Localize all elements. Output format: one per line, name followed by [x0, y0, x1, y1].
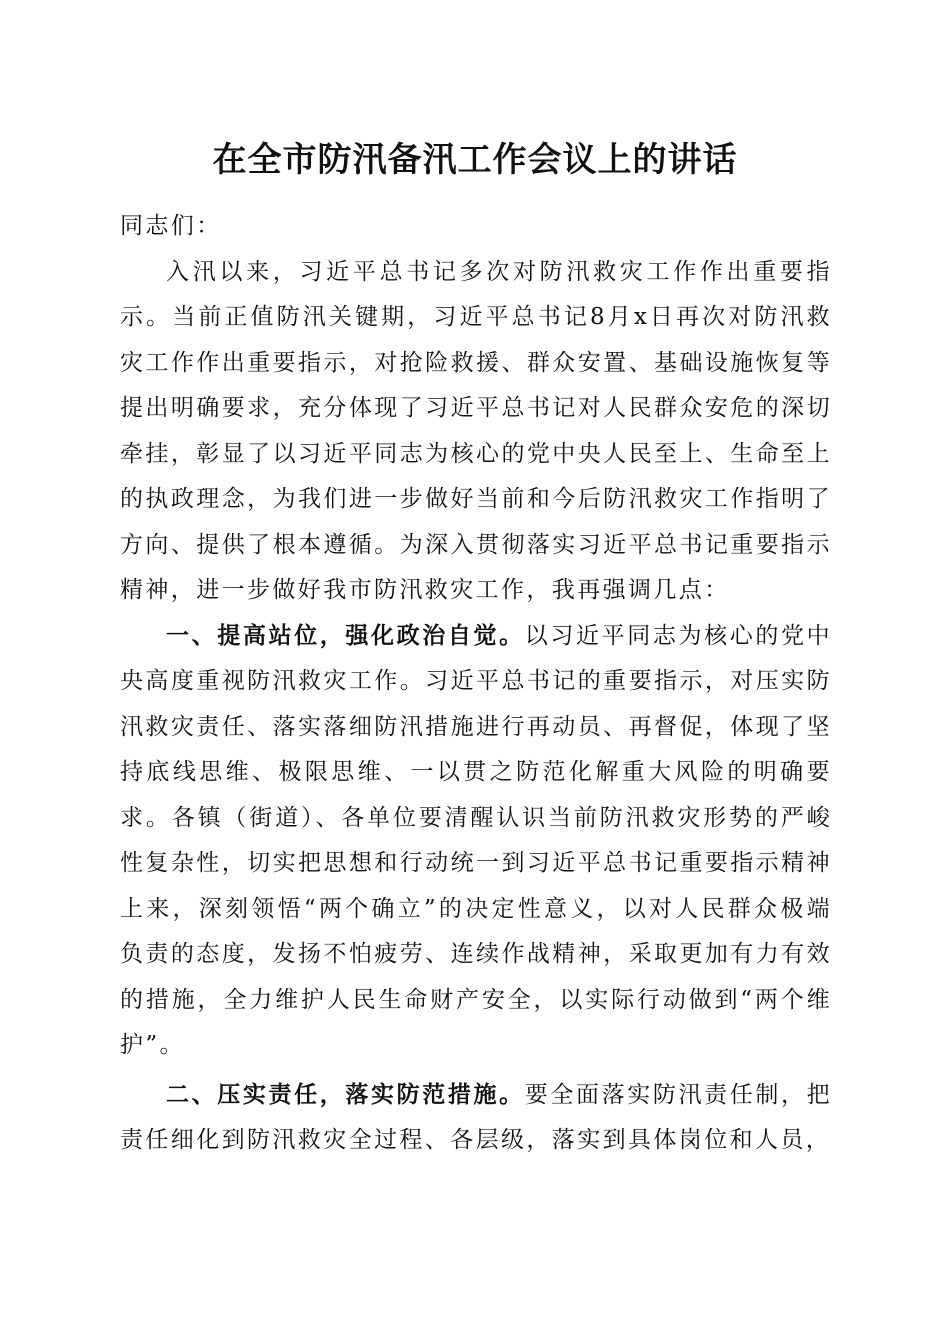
- document-title: 在全市防汛备汛工作会议上的讲话: [212, 140, 738, 180]
- document-body: [120, 204, 832, 1164]
- section-two-heading: 二、压实责任，落实防范措施。: [166, 1081, 525, 1108]
- section-two-paragraph: [120, 1073, 832, 1164]
- intro-paragraph: 入汛以来，习近平总书记多次对防汛救灾工作作出重要指示。当前正值防汛关键期，习近平总书记8月x日再次对防汛救灾工作作出重要指示，对抢险救援、群众安置、基础设施恢复等提出明确要求，充分体现了习近平总书记对人民群众安危的深切牵挂，彰显了以习近平同志为核心的党中央人民至上、生命至上的执政理念，为我们进一步做好当前和今后防汛救灾工作指明了方向、提供了根本遵循。为深入贯彻落实习近平总书记重要指示精神，进一步做好我市防汛救灾工作，我再强调几点：: [120, 258, 832, 603]
- section-one-heading: 一、提高站位，强化政治自觉。: [166, 622, 525, 649]
- section-two-text: 要全面落实防汛责任制，把责任细化到防汛救灾全过程、各层级，落实到具体岗位和人员，: [120, 1081, 832, 1153]
- salutation: 同志们：: [120, 213, 222, 239]
- section-one-text: 以习近平同志为核心的党中央高度重视防汛救灾工作。习近平总书记的重要指示，对压实防汛救灾责任、落实落细防汛措施进行再动员、再督促，体现了坚持底线思维、极限思维、一以贯之防范化解重大风险的明确要求。各镇（街道）、各单位要清醒认识当前防汛救灾形势的严峻性复杂性，切实把思想和行动统一到习近平总书记重要指示精神上来，深刻领悟“两个确立”的决定性意义，以对人民群众极端负责的态度，发扬不怕疲劳、连续作战精神，采取更加有力有效的措施，全力维护人民生命财产安全，以实际行动做到“两个维护”。: [120, 622, 832, 1058]
- section-one-paragraph: [120, 614, 832, 1069]
